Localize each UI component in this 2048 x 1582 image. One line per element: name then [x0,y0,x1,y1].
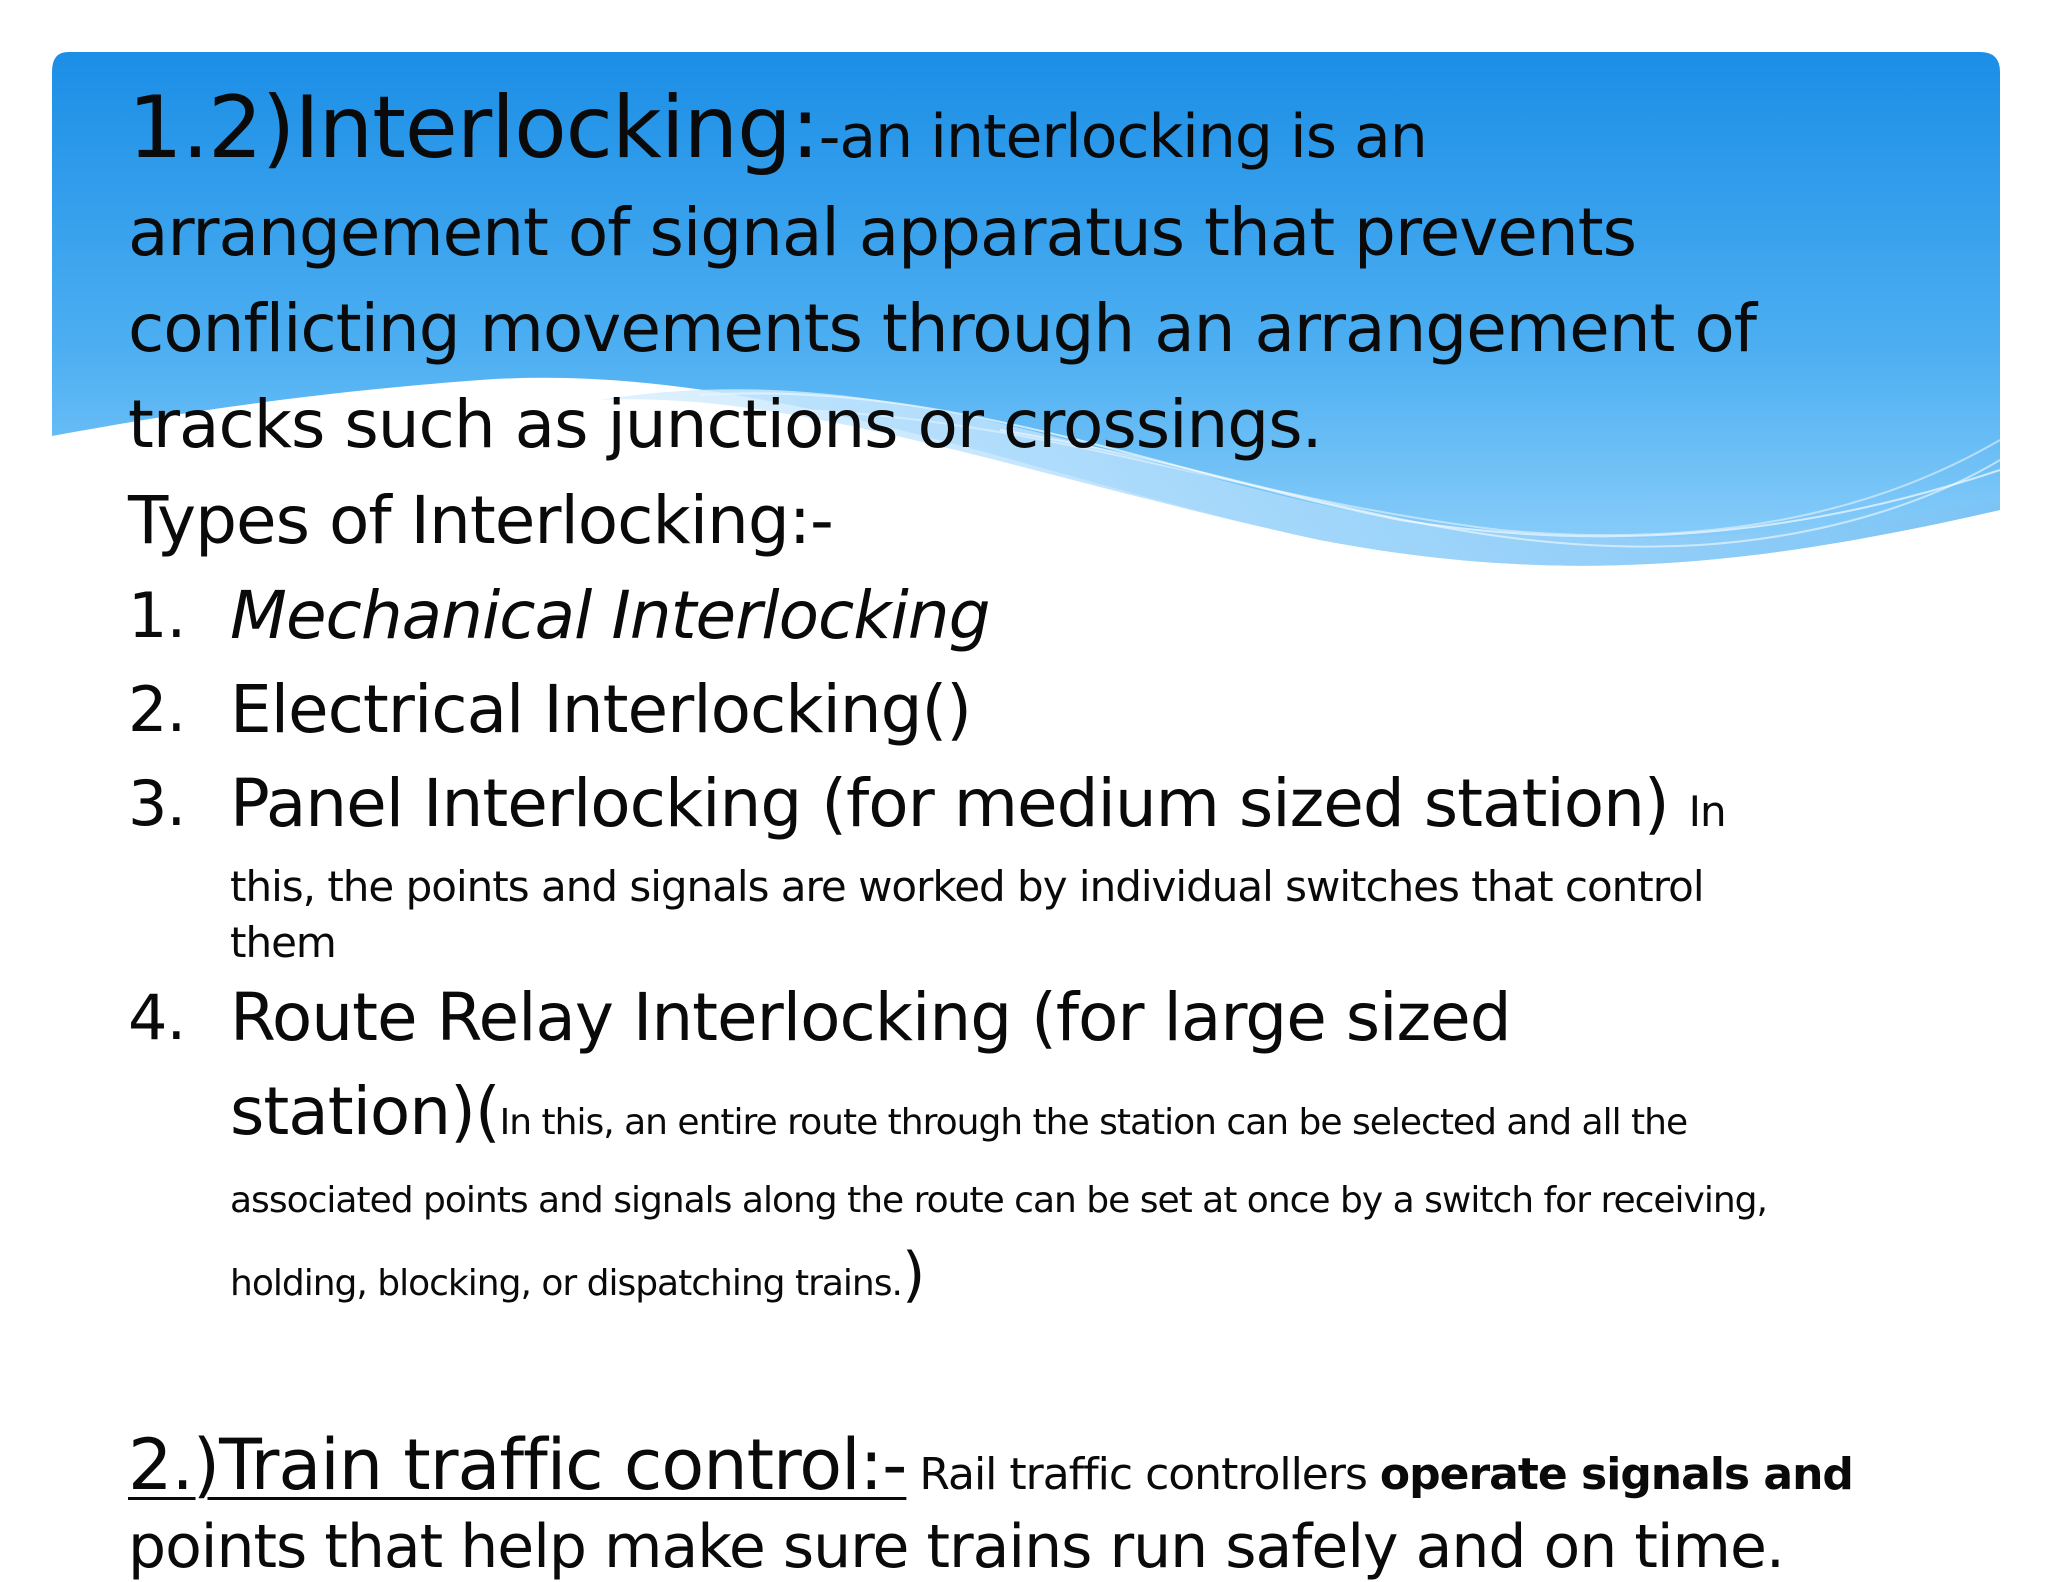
list-item-inline-note: In [1688,787,1726,836]
section1-body-line: conflicting movements through an arrangement of [128,290,1757,367]
list-item-label-line [230,1065,1928,1170]
list-item-number: 2. [128,673,186,746]
list-item [128,569,1928,663]
section2-bold-text: operate signals and [1379,1449,1853,1500]
list-item [128,971,1928,1327]
list-item-label-line [230,757,1928,859]
section2-heading: 2.)Train traffic control:- [128,1424,907,1506]
list-item-note-line: them [230,918,336,967]
list-item [128,757,1928,971]
section2-cut-off-line: points that help make sure trains run safely and on time. [128,1512,1784,1582]
section1-heading: 1.2)Interlocking: [128,78,819,178]
interlocking-types-list [128,569,1928,1327]
list-item-note-line: associated points and signals along the route can be set at once by a switch for receiving, [230,1180,1767,1221]
list-item-label-continued: station)( [230,1073,500,1150]
list-item-number: 1. [128,579,186,652]
list-item-note-line: this, the points and signals are worked by individual switches that control [230,862,1704,911]
list-item-label: Electrical Interlocking() [230,671,972,748]
list-item-number: 4. [128,981,186,1054]
section1-body-line: tracks such as junctions or crossings. [128,386,1322,463]
list-item-number: 3. [128,767,186,840]
section1-body [128,185,1928,473]
list-item-closing-paren: ) [901,1240,925,1310]
section2-lead: Rail traffic controllers [906,1449,1380,1500]
section2-heading-line [128,1424,1853,1506]
types-heading: Types of Interlocking:- [128,482,833,559]
list-item-label: Mechanical Interlocking [230,577,990,654]
slide-content [128,80,1928,1327]
section1-body-line: arrangement of signal apparatus that prevents [128,194,1636,271]
list-item-label: Route Relay Interlocking (for large sized [230,979,1511,1056]
section1-heading-line [128,80,1928,185]
list-item [128,663,1928,757]
list-item-inline-note: In this, an entire route through the station can be selected and all the [499,1102,1688,1143]
list-item-note-line-last [230,1232,1928,1327]
section1-lead: -an interlocking is an [818,102,1427,172]
list-item-note-text: holding, blocking, or dispatching trains. [230,1263,902,1304]
list-item-label: Panel Interlocking (for medium sized station) [230,765,1669,842]
